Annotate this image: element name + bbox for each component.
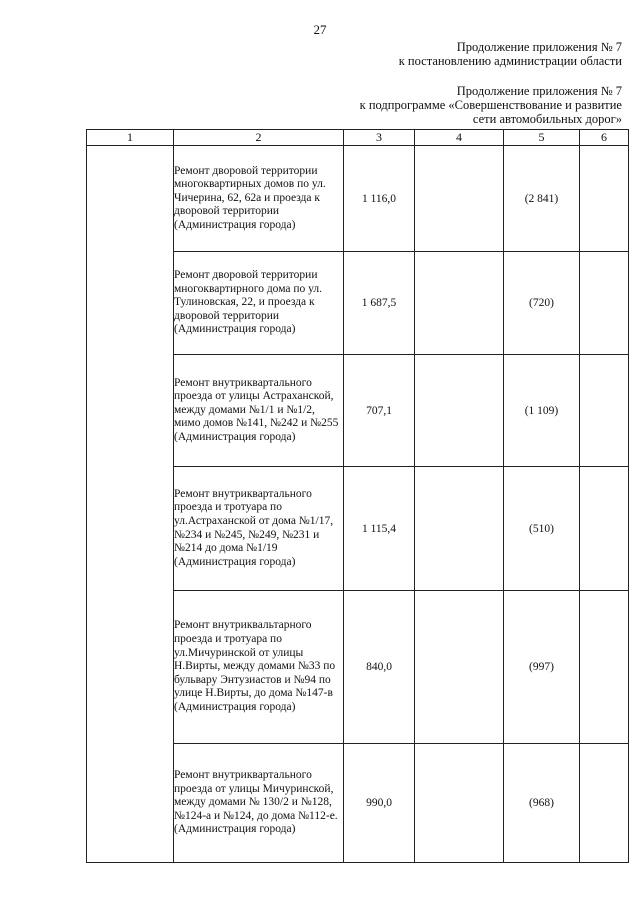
amount-paren-cell: (1 109) <box>504 355 580 467</box>
column-6-cell <box>580 252 629 355</box>
column-header: 4 <box>415 130 504 146</box>
column-4-cell <box>415 355 504 467</box>
column-4-cell <box>415 467 504 591</box>
amount-paren-cell: (720) <box>504 252 580 355</box>
description-cell: Ремонт внутриквартального проезда от улицы Астраханской, между домами №1/1 и №1/2, мимо домов №141, №242 и №255 (Администрация города) <box>174 355 344 467</box>
amount-cell: 990,0 <box>344 744 415 863</box>
program-header-line-1: Продолжение приложения № 7 <box>456 84 622 98</box>
description-cell: Ремонт внутриквартального проезда от улицы Мичуринской, между домами № 130/2 и №128, №124-а и №124, до дома №112-е. (Администрация города) <box>174 744 344 863</box>
amount-paren-cell: (997) <box>504 591 580 744</box>
description-cell: Ремонт дворовой территории многоквартирных домов по ул. Чичерина, 62, 62а и проезда к дворовой территории (Администрация города) <box>174 146 344 252</box>
column-1-cell <box>87 146 174 863</box>
table-row <box>87 146 629 252</box>
table-header-row <box>87 130 629 146</box>
document-header-line-2: к постановлению администрации области <box>398 54 622 68</box>
column-header: 3 <box>344 130 415 146</box>
amount-cell: 1 116,0 <box>344 146 415 252</box>
column-6-cell <box>580 744 629 863</box>
column-header: 6 <box>580 130 629 146</box>
column-6-cell <box>580 355 629 467</box>
amount-cell: 1 687,5 <box>344 252 415 355</box>
amount-cell: 707,1 <box>344 355 415 467</box>
page-number: 27 <box>313 22 327 37</box>
amount-cell: 840,0 <box>344 591 415 744</box>
column-6-cell <box>580 591 629 744</box>
amount-cell: 1 115,4 <box>344 467 415 591</box>
column-header: 1 <box>87 130 174 146</box>
column-6-cell <box>580 146 629 252</box>
column-4-cell <box>415 252 504 355</box>
amount-paren-cell: (968) <box>504 744 580 863</box>
amount-paren-cell: (510) <box>504 467 580 591</box>
column-4-cell <box>415 744 504 863</box>
column-header: 5 <box>504 130 580 146</box>
program-header <box>360 84 622 126</box>
column-6-cell <box>580 467 629 591</box>
amount-paren-cell: (2 841) <box>504 146 580 252</box>
program-header-line-3: сети автомобильных дорог» <box>472 112 622 126</box>
description-cell: Ремонт внутриквартального проезда и тротуара по ул.Астраханской от дома №1/17, №234 и №245, №249, №231 и №214 до дома №1/19 (Администрация города) <box>174 467 344 591</box>
document-header <box>399 40 622 68</box>
description-cell: Ремонт внутриквальтарного проезда и тротуара по ул.Мичуринской от улицы Н.Вирты, между домами №33 по бульвару Энтузиастов и №94 по улице Н.Вирты, до дома №147-в (Администрация города) <box>174 591 344 744</box>
column-4-cell <box>415 591 504 744</box>
description-cell: Ремонт дворовой территории многоквартирного дома по ул. Тулиновская, 22, и проезда к дворовой территории (Администрация города) <box>174 252 344 355</box>
program-header-line-2: к подпрограмме «Совершенствование и развитие <box>359 98 622 112</box>
data-table <box>86 129 629 863</box>
document-header-line-1: Продолжение приложения № 7 <box>456 40 622 54</box>
column-header: 2 <box>174 130 344 146</box>
column-4-cell <box>415 146 504 252</box>
